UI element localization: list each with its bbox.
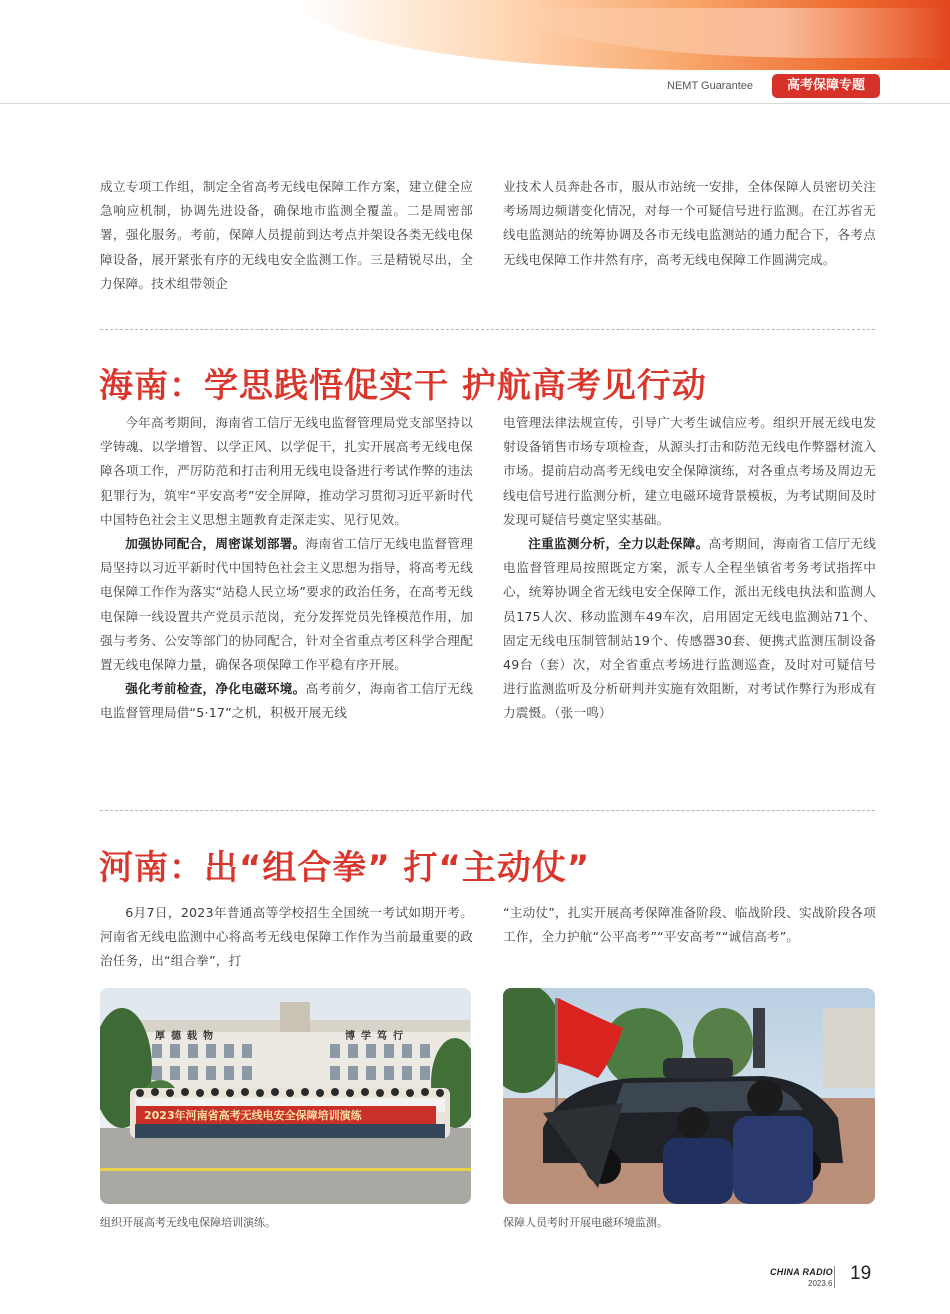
training-banner-text: 2023年河南省高考无线电安全保障培训演练	[144, 1109, 362, 1122]
intro-right-column	[503, 175, 876, 272]
section-divider	[100, 810, 875, 811]
hainan-p3-body: 高考前夕，海南省工信厅无线电监督管理局借“5·17”之机，积极开展无线	[100, 681, 473, 721]
henan-left-column	[100, 901, 473, 974]
magazine-issue: 2023.6	[808, 1279, 833, 1288]
hainan-p2-body: 海南省工信厅无线电监督管理局坚持以习近平新时代中国特色社会主义思想为指导，将高考无线电保障工作作为落实“站稳人民立场”要求的政治任务，在高考无线电保障一线设置共产党员示范岗，充分发挥党员先锋模范作用，加强与考务、公安等部门的协同配合，针对全省重点考区科学合理配置无线电保障力量，确保各项保障工作平稳有序开展。	[100, 536, 473, 673]
footer-divider	[834, 1266, 835, 1288]
intro-right-text: 业技术人员奔赴各市，服从市站统一安排，全体保障人员密切关注考场周边频谱变化情况，对每一个可疑信号进行监测。在江苏省无线电监测站的统筹协调及各市无线电监测站的通力配合下，各考点无线电保障工作井然有序，高考无线电保障工作圆满完成。	[503, 179, 876, 267]
building-sign-right: 博学笃行	[345, 1031, 409, 1042]
training-photo-caption: 组织开展高考无线电保障培训演练。	[100, 1216, 276, 1229]
header-english-title: NEMT Guarantee	[667, 80, 754, 92]
hainan-paragraph-3	[100, 677, 473, 725]
training-drill-illustration	[100, 988, 471, 1204]
section-divider	[100, 329, 875, 330]
building-sign-left: 厚德载物	[155, 1031, 219, 1042]
monitoring-illustration	[503, 988, 875, 1204]
intro-left-column	[100, 175, 473, 296]
hainan-paragraph-1: 今年高考期间，海南省工信厅无线电监督管理局党支部坚持以学铸魂、以学增智、以学正风、以学促干，扎实开展高考无线电保障各项工作，严厉防范和打击利用无线电设备进行考试作弊的违法犯罪行为，筑牢“平安高考”安全屏障，推动学习贯彻习近平新时代中国特色社会主义思想主题教育走深走实、见行见效。	[100, 415, 473, 527]
henan-right-column	[503, 901, 876, 949]
hainan-p4-heading: 注重监测分析，全力以赴保障。	[528, 536, 709, 552]
hainan-p2-heading: 加强协同配合，周密谋划部署。	[125, 536, 306, 552]
hainan-p3-heading: 强化考前检查，净化电磁环境。	[125, 681, 306, 697]
monitoring-photo-caption: 保障人员考时开展电磁环境监测。	[503, 1216, 668, 1229]
magazine-brand: CHINA RADIO	[770, 1267, 833, 1277]
page-number: 19	[850, 1263, 872, 1284]
hainan-section-title: 海南：学思践悟促实干 护航高考见行动	[99, 366, 707, 406]
henan-section-title: 河南：出“组合拳” 打“主动仗”	[99, 848, 591, 888]
intro-left-text: 成立专项工作组，制定全省高考无线电保障工作方案，建立健全应急响应机制，协调先进设备，确保地市监测全覆盖。二是周密部署，强化服务。考前，保障人员提前到达考点并架设各类无线电保障设备，展开紧张有序的无线电安全监测工作。三是精锐尽出，全力保障。技术组带领企	[100, 179, 473, 291]
monitoring-photo	[503, 988, 875, 1204]
header-topic-tag: 高考保障专题	[772, 74, 880, 98]
hainan-paragraph-4	[503, 532, 876, 726]
header-divider	[0, 103, 950, 104]
hainan-paragraph-2	[100, 532, 473, 677]
training-drill-photo	[100, 988, 471, 1204]
henan-paragraph-left: 6月7日，2023年普通高等学校招生全国统一考试如期开考。河南省无线电监测中心将高考无线电保障工作作为当前最重要的政治任务，出“组合拳”，打	[100, 905, 473, 969]
henan-paragraph-right: “主动仗”，扎实开展高考保障准备阶段、临战阶段、实战阶段各项工作，全力护航“公平高考”“平安高考”“诚信高考”。	[503, 905, 876, 945]
hainan-p4-body: 高考期间，海南省工信厅无线电监督管理局按照既定方案，派专人全程坐镇省考务考试指挥中心，统筹协调全省无线电安全保障工作，派出无线电执法和监测人员175人次、移动监测车49车次，启用固定无线电监测站71个、固定无线电压制管制站19个、传感器30套、便携式监测压制设备49台（套）次，对全省重点考场进行监测巡查，及时对可疑信号进行监测监听及分析研判并实施有效阻断，对考试作弊行为形成有力震慑。（张一鸣）	[503, 536, 876, 721]
hainan-paragraph-3-continued: 电管理法律法规宣传，引导广大考生诚信应考。组织开展无线电发射设备销售市场专项检查，从源头打击和防范无线电作弊器材流入市场。提前启动高考无线电安全保障演练，对各重点考场及周边无线电信号进行监测分析，建立电磁环境背景模板，为考试期间及时发现可疑信号奠定坚实基础。	[503, 415, 876, 527]
hainan-right-column	[503, 411, 876, 726]
hainan-left-column	[100, 411, 473, 726]
